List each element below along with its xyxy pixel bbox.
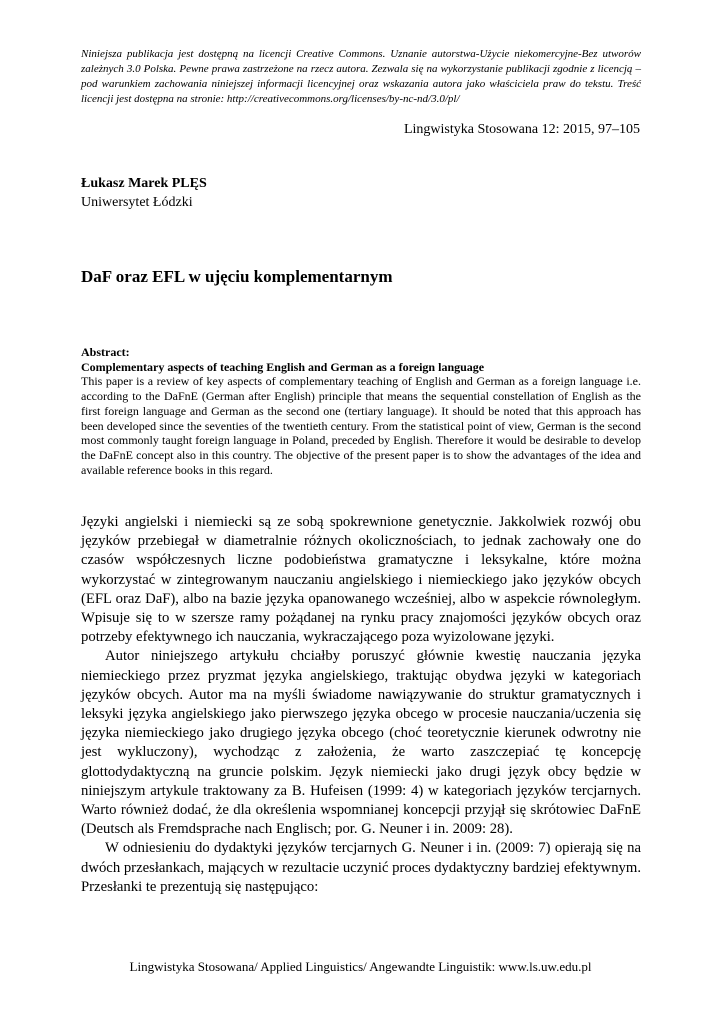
journal-reference: Lingwistyka Stosowana 12: 2015, 97–105 — [403, 122, 640, 137]
abstract-block — [81, 345, 641, 477]
abstract-subtitle: Complementary aspects of teaching English and German as a foreign language — [81, 359, 485, 374]
license-notice: Niniejsza publikacja jest dostępną na licencji Creative Commons. Uznanie autorstwa-Użycie niekomercyjne-Bez utworów zależnych 3.0 Polska. Pewne prawa zastrzeżone na rzecz autora. Zezwala się na wykorzystanie publikacji zgodnie z licencją – pod warunkiem zachowania niniejszej informacji licencyjnej oraz wskazania autora jako właściciela praw do tekstu. Treść licencji jest dostępna na stronie: http://creativecommons.org/licenses/by-nc-nd/3.0/pl/ — [81, 48, 641, 105]
author-block — [81, 174, 207, 212]
author-affiliation: Uniwersytet Łódzki — [81, 195, 193, 210]
body-paragraph-2: Autor niniejszego artykułu chciałby poruszyć głównie kwestię nauczania języka niemieckiego przez pryzmat języka angielskiego, traktując obydwa języki w kategoriach języków obcych. Autor ma na myśli świadome nawiązywanie do struktur gramatycznych i leksyki języka angielskiego jako pierwszego języka obcego w procesie nauczania/uczenia się języka niemieckiego jako drugiego języka obcego (choć teoretycznie kierunek odwrotny nie jest wykluczony), wychodząc z założenia, że warto zaszczepiać tę koncepcję glottodydaktyczną na gruncie polskim. Język niemiecki jako drugi język obcy będzie w niniejszym artykule traktowany za B. Hufeisen (1999: 4) w kategoriach języków tercjarnych. Warto również dodać, że dla określenia wspomnianej koncepcji przyjął się skrótowiec DaFnE (Deutsch als Fremdsprache nach Englisch; por. G. Neuner i in. 2009: 28). — [81, 648, 641, 838]
article-title: DaF oraz EFL w ujęciu komplementarnym — [81, 267, 393, 286]
abstract-text: This paper is a review of key aspects of complementary teaching of English and German as a foreign language i.e. according to the DaFnE (German after English) principle that means the sequential constellation of English as the first foreign language and German as the second one (tertiary language). It should be noted that this approach has been developed since the seventies of the twentieth century. From the statistical point of view, German is the second most commonly taught foreign language in Poland, preceded by English. Therefore it would be desirable to develop the DaFnE concept also in this country. The objective of the present paper is to show the advantages of the idea and available reference books in this regard. — [81, 374, 641, 477]
page-footer: Lingwistyka Stosowana/ Applied Linguistics/ Angewandte Linguistik: www.ls.uw.edu.pl — [129, 959, 592, 974]
abstract-label: Abstract: — [81, 345, 130, 359]
author-name: Łukasz Marek PLĘS — [81, 176, 207, 191]
body-text — [81, 513, 641, 897]
body-paragraph-3: W odniesieniu do dydaktyki języków tercjarnych G. Neuner i in. (2009: 7) opierają się na dwóch przesłankach, mających w rezultacie uczynić proces dydaktyczny bardziej efektywnym. Przesłanki te prezentują się następująco: — [81, 840, 641, 895]
body-paragraph-1: Języki angielski i niemiecki są ze sobą spokrewnione genetycznie. Jakkolwiek rozwój obu języków przebiegał w diametralnie różnych okolicznościach, to jednak zachowały one do czasów współczesnych liczne podobieństwa gramatyczne i leksykalne, które można wykorzystać w zintegrowanym nauczaniu angielskiego i niemieckiego jako języków obcych (EFL oraz DaF), albo na bazie języka opanowanego wcześniej, albo w aspekcie równoległym. Wpisuje się to w szersze ramy pożądanej na rynku pracy znajomości języków obcych oraz potrzeby efektywnego ich nauczania, wykraczającego poza wyizolowane języki. — [81, 514, 641, 646]
